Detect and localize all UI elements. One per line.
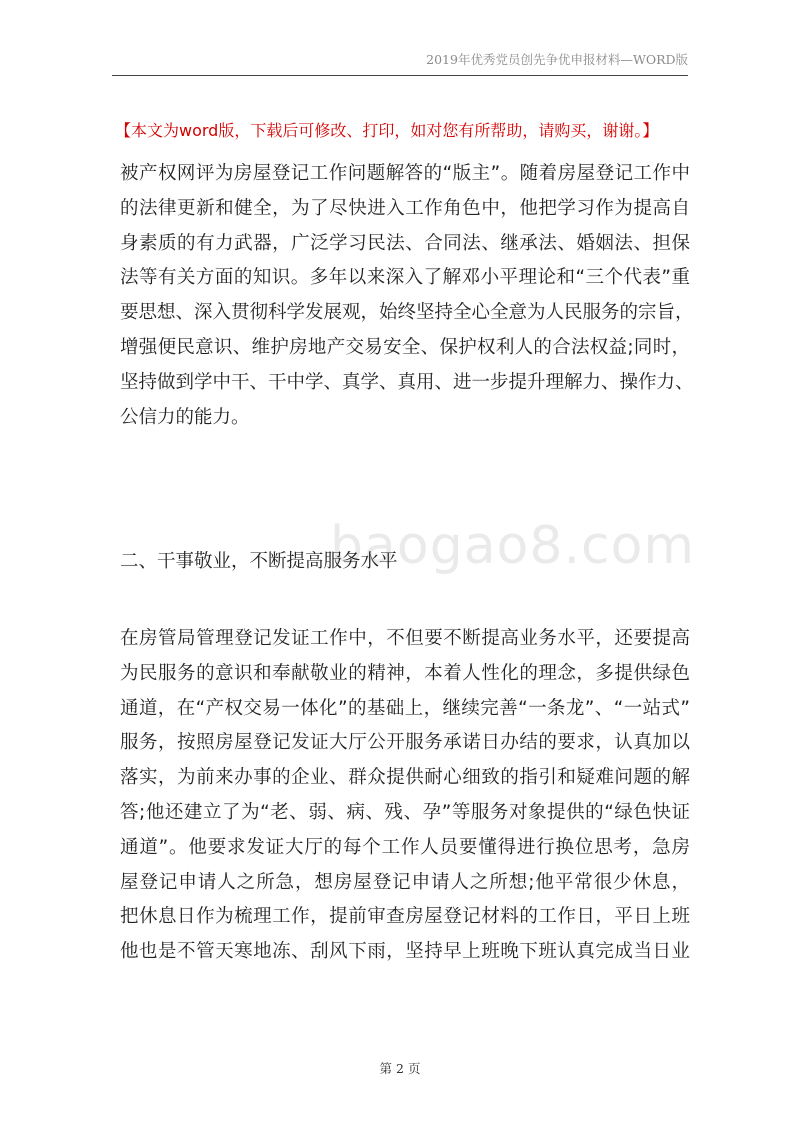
document-header: 2019年优秀党员创先争优申报材料—WORD版 [426, 52, 688, 67]
paragraph-line: 为民服务的意识和奉献敬业的精神，本着人性化的理念，多提供绿色 [120, 662, 690, 684]
paragraph-2 [120, 622, 690, 970]
paragraph-line: 通道”。他要求发证大厅的每个工作人员要懂得进行换位思考，急房 [120, 836, 690, 858]
paragraph-line: 增强便民意识、维护房地产交易安全、保护权利人的合法权益;同时， [120, 336, 690, 358]
paragraph-line: 在房管局管理登记发证工作中，不但要不断提高业务水平，还要提高 [120, 628, 690, 649]
paragraph-line: 坚持做到学中干、干中学、真学、真用、进一步提升理解力、操作力、 [120, 371, 694, 393]
page-number: 第 2 页 [379, 1061, 421, 1076]
paragraph-line: 他也是不管天寒地冻、刮风下雨，坚持早上班晚下班认真完成当日业 [120, 941, 690, 963]
paragraph-line: 被产权网评为房屋登记工作问题解答的“版主”。随着房屋登记工作中 [120, 163, 690, 184]
section-heading: 二、干事敬业，不断提高服务水平 [120, 551, 398, 572]
paragraph-line: 屋登记申请人之所急，想房屋登记申请人之所想;他平常很少休息， [120, 871, 690, 893]
paragraph-line: 身素质的有力武器，广泛学习民法、合同法、继承法、婚姻法、担保 [120, 232, 690, 254]
paragraph-line: 法等有关方面的知识。多年以来深入了解邓小平理论和“三个代表”重 [120, 267, 690, 289]
paragraph-line: 公信力的能力。 [120, 406, 250, 428]
paragraph-line: 答;他还建立了为“老、弱、病、残、孕”等服务对象提供的“绿色快证 [120, 801, 690, 823]
paragraph-line: 的法律更新和健全，为了尽快进入工作角色中，他把学习作为提高自 [120, 197, 690, 219]
paragraph-line: 通道，在“产权交易一体化”的基础上，继续完善“一条龙”、“一站式” [120, 697, 690, 719]
header-divider [112, 75, 688, 76]
paragraph-line: 落实，为前来办事的企业、群众提供耐心细致的指引和疑难问题的解 [120, 767, 690, 789]
watermark: baogao8.com [330, 516, 696, 576]
download-notice: 【本文为word版，下载后可修改、打印，如对您有所帮助，请购买，谢谢。】 [115, 121, 659, 140]
paragraph-line: 要思想、深入贯彻科学发展观，始终坚持全心全意为人民服务的宗旨， [120, 302, 694, 324]
paragraph-line: 把休息日作为梳理工作，提前审查房屋登记材料的工作日，平日上班 [120, 906, 690, 928]
paragraph-line: 服务，按照房屋登记发证大厅公开服务承诺日办结的要求，认真加以 [120, 732, 690, 754]
paragraph-1 [120, 157, 694, 435]
